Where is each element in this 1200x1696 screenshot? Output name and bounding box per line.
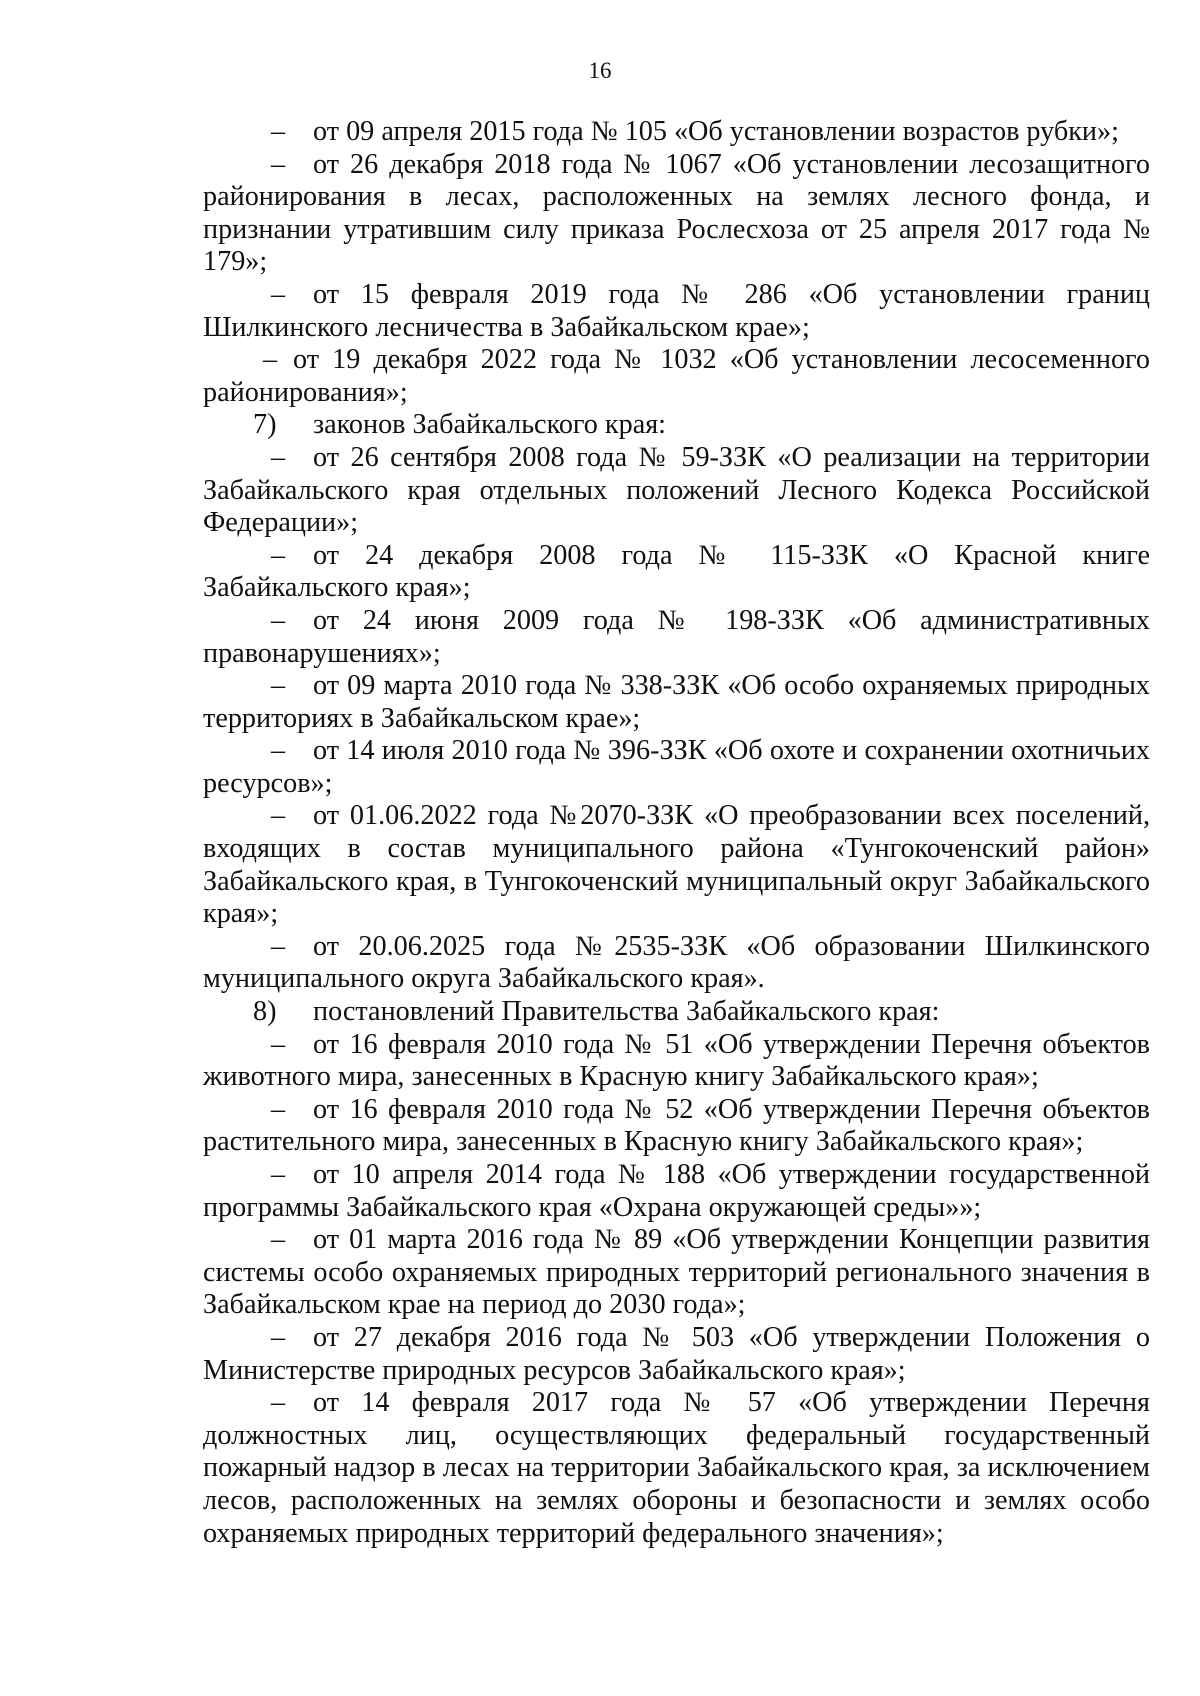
list-marker: – [271,1093,286,1125]
list-item-text: от 01 марта 2016 года № 89 «Об утверждении Концепции развития системы особо охраняемых природных территорий регионального значения в Забайкальском крае на период до 2030 года»; [203,1224,1150,1321]
list-item [203,735,1150,800]
list-item-text: от 24 декабря 2008 года № 115-ЗЗК «О Красной книге Забайкальского края»; [203,539,1150,604]
list-item-text: от 26 декабря 2018 года № 1067 «Об установлении лесозащитного районирования в лесах, расположенных на землях лесного фонда, и признании утратившим силу приказа Рослесхоза от 25 апреля 2017 года № 179»; [203,148,1150,278]
list-marker: – [271,441,286,473]
list-item-text: постановлений Правительства Забайкальского края: [313,996,940,1028]
list-item [203,409,1150,442]
list-marker: – [271,1387,286,1419]
list-item [203,605,1150,670]
list-item [203,1094,1150,1159]
list-marker: – [271,604,286,636]
list-item [203,279,1150,344]
list-item [203,344,1150,409]
list-item-text: от 24 июня 2009 года № 198-ЗЗК «Об административных правонарушениях»; [203,604,1150,669]
list-item-text: от 10 апреля 2014 года № 188 «Об утверждении государственной программы Забайкальского края «Охрана окружающей среды»»; [203,1159,1150,1223]
list-marker: – [271,1321,286,1353]
list-marker: – [263,344,278,376]
list-item [203,149,1150,279]
list-marker: 8) [253,996,277,1028]
document-body [203,116,1150,1550]
page-number: 16 [588,58,612,83]
list-item-text: от 01.06.2022 года №2070-ЗЗК «О преобразовании всех поселений, входящих в состав муниципального района «Тунгокоченский район» Забайкальского края, в Тунгокоченский муниципальный округ Забайкальского края»; [203,800,1150,930]
list-item-text: от 19 декабря 2022 года № 1032 «Об установлении лесосеменного районирования»; [203,344,1150,408]
list-marker: – [271,930,286,962]
list-marker: – [271,116,286,147]
list-marker: – [271,1224,286,1256]
list-item [203,442,1150,540]
list-marker: – [271,1028,286,1060]
list-item-text: от 14 февраля 2017 года № 57 «Об утверждении Перечня должностных лиц, осуществляющих федеральный государственный пожарный надзор в лесах на территории Забайкальского края, за исключением лесов, расположенных на землях обороны и безопасности и землях особо охраняемых природных территорий федерального значения»; [203,1387,1150,1549]
list-item [203,540,1150,605]
list-marker: – [271,800,286,832]
list-item-text: от 14 июля 2010 года № 396-ЗЗК «Об охоте и сохранении охотничьих ресурсов»; [203,735,1150,799]
list-item [203,1029,1150,1094]
list-item-text: от 16 февраля 2010 года № 52 «Об утверждении Перечня объектов растительного мира, занесенных в Красную книгу Забайкальского края»; [203,1093,1150,1158]
list-item [203,931,1150,996]
list-marker: – [271,670,286,702]
list-item-text: от 15 февраля 2019 года № 286 «Об установлении границ Шилкинского лесничества в Забайкальском крае»; [203,278,1150,343]
list-item-text: от 20.06.2025 года №2535-ЗЗК «Об образовании Шилкинского муниципального округа Забайкальского края». [203,930,1150,995]
list-item [203,996,1150,1029]
list-marker: – [271,1159,286,1190]
list-item [203,1159,1150,1224]
list-item [203,116,1150,149]
list-item-text: от 26 сентября 2008 года № 59-ЗЗК «О реализации на территории Забайкальского края отдельных положений Лесного Кодекса Российской Федерации»; [203,441,1150,539]
list-item [203,1224,1150,1322]
list-item-text: от 27 декабря 2016 года № 503 «Об утверждении Положения о Министерстве природных ресурсов Забайкальского края»; [203,1321,1150,1386]
list-marker: – [271,735,286,767]
list-item-text: от 09 апреля 2015 года № 105 «Об установлении возрастов рубки»; [313,116,1119,147]
list-item-text: от 09 марта 2010 года № 338-ЗЗК «Об особо охраняемых природных территориях в Забайкальском крае»; [203,670,1150,734]
list-item [203,1387,1150,1550]
list-marker: – [271,278,286,310]
list-marker: 7) [253,409,277,441]
list-item [203,800,1150,930]
list-marker: – [271,539,286,571]
list-item-text: законов Забайкальского края: [313,409,667,441]
list-marker: – [271,148,286,180]
list-item [203,670,1150,735]
list-item-text: от 16 февраля 2010 года № 51 «Об утверждении Перечня объектов животного мира, занесенных в Красную книгу Забайкальского края»; [203,1028,1150,1093]
list-item [203,1322,1150,1387]
